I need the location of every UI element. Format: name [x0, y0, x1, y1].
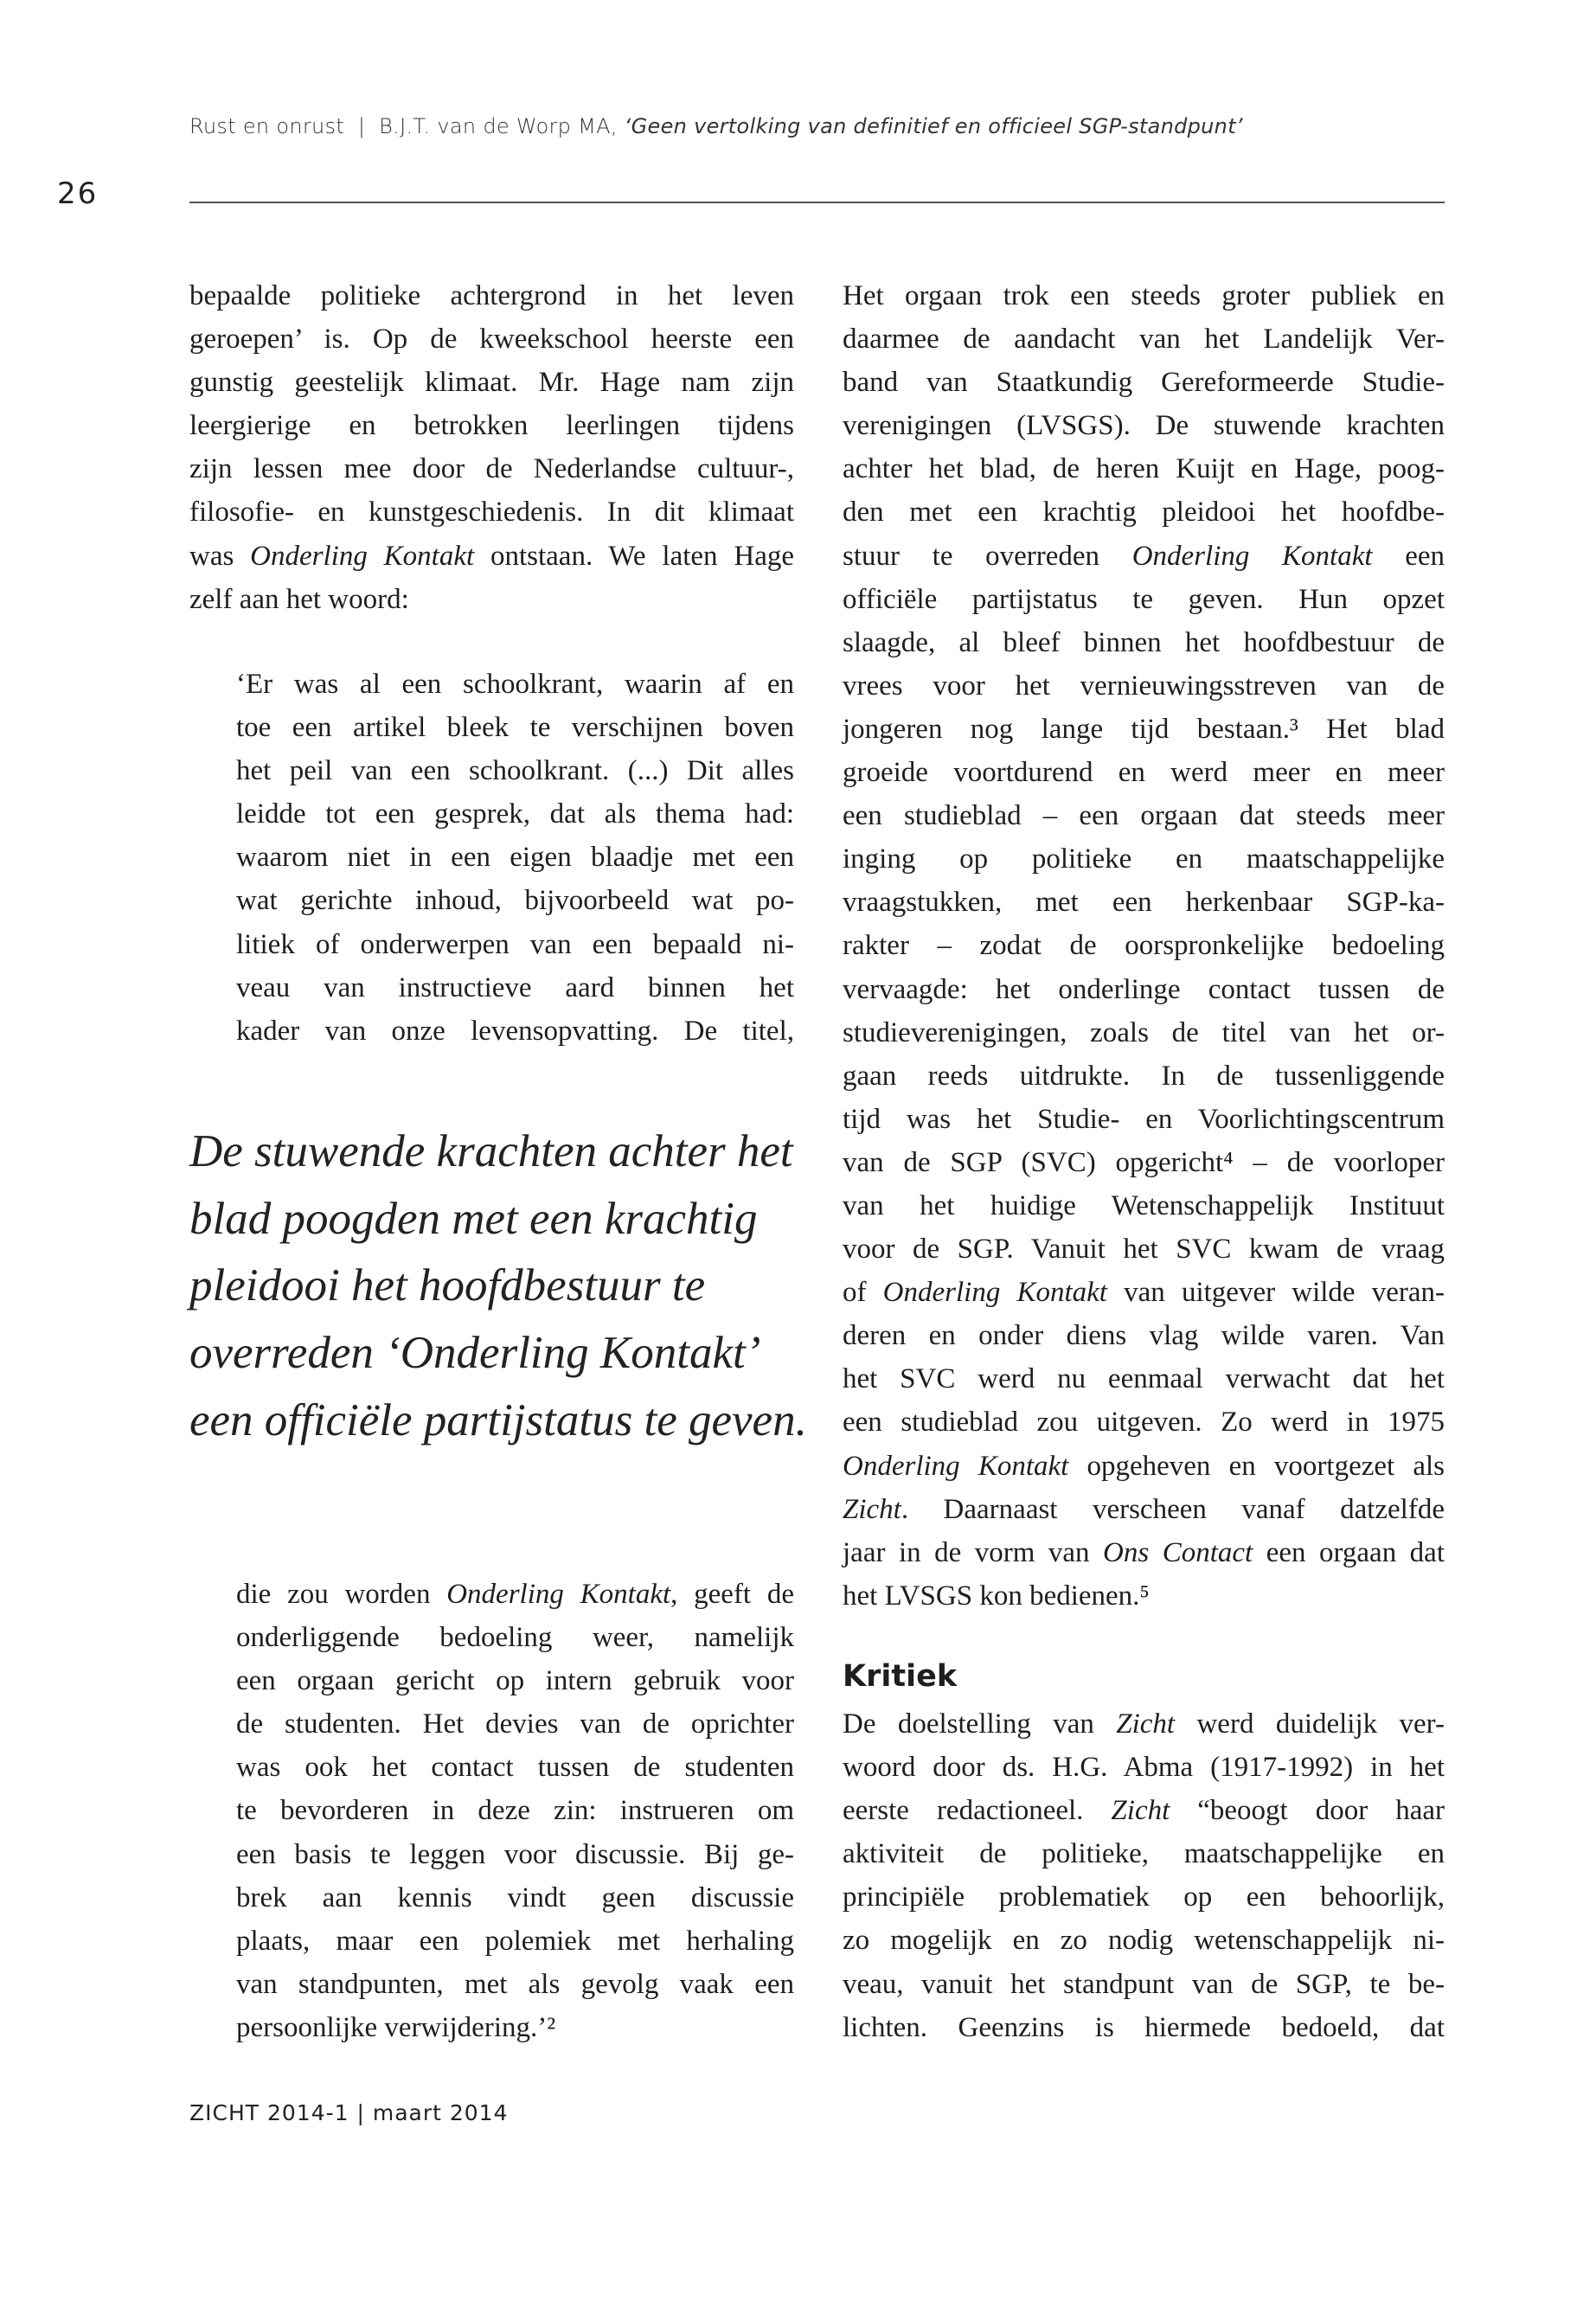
text-run: studieverenigingen, zoals de titel van het or- [843, 1016, 1445, 1048]
text-line [843, 1963, 1445, 2006]
text-run: De doelstelling van [843, 1708, 1117, 1740]
text-line [236, 1659, 794, 1702]
text-run: rakter – zodat de oorspronkelijke bedoeling [843, 930, 1445, 962]
italic-title: Onderling Kontakt [446, 1579, 671, 1610]
italic-title: Onderling Kontakt [882, 1277, 1107, 1309]
text-run: daarmee de aandacht van het Landelijk Ver- [843, 324, 1445, 356]
text-run: deren en onder diens vlag wilde varen. Van [843, 1320, 1445, 1352]
text-run: ontstaan. We laten Hage [474, 540, 794, 572]
right-column-paragraph [843, 274, 1445, 1618]
text-line [843, 664, 1445, 708]
text-run: principiële problematiek op een behoorlijk, [843, 1881, 1445, 1913]
text-line [843, 274, 1445, 317]
text-line [843, 1832, 1445, 1875]
text-run: aktiviteit de politieke, maatschappelijke en [843, 1838, 1445, 1870]
text-line [843, 578, 1445, 621]
text-run: zijn lessen mee door de Nederlandse cultuur-, [189, 453, 794, 485]
text-line [189, 578, 794, 621]
pull-quote-line: een officiële partijstatus te geven. [189, 1394, 807, 1445]
text-line [843, 837, 1445, 881]
text-run: van standpunten, met als gevolg vaak een [236, 1968, 794, 2000]
block-quote-part-2 [236, 1573, 794, 2049]
text-line [843, 490, 1445, 534]
text-line [843, 794, 1445, 837]
block-quote-part-1 [236, 663, 794, 1053]
text-run: vraagstukken, met een herkenbaar SGP-ka- [843, 887, 1445, 919]
text-run: opgeheven en voortgezet als [1068, 1450, 1445, 1482]
text-run: het SVC werd nu eenmaal verwacht dat het [843, 1363, 1445, 1395]
text-line [843, 1141, 1445, 1184]
pull-quote-line: pleidooi het hoofdbestuur te [189, 1260, 706, 1311]
text-line [843, 1184, 1445, 1227]
text-run: officiële partijstatus te geven. Hun opzet [843, 583, 1445, 615]
text-run: Het orgaan trok een steeds groter publiek en [843, 280, 1445, 311]
text-line [189, 404, 794, 447]
text-line [236, 1746, 794, 1789]
text-line [189, 535, 794, 578]
text-run: band van Staatkundig Gereformeerde Studie- [843, 367, 1445, 399]
text-run: te bevorderen in deze zin: instrueren om [236, 1795, 794, 1827]
text-run: toe een artikel bleek te verschijnen boven [236, 712, 794, 744]
text-line [189, 317, 794, 361]
text-run: van het huidige Wetenschappelijk Instituut [843, 1189, 1445, 1221]
text-line [189, 447, 794, 490]
text-line [236, 1963, 794, 2006]
text-line [236, 1702, 794, 1746]
text-line [189, 361, 794, 404]
pull-quote-line: De stuwende krachten achter het [189, 1126, 793, 1176]
text-run: persoonlijke verwijdering.’² [236, 2011, 556, 2043]
text-line [843, 708, 1445, 751]
text-run: een orgaan dat [1253, 1536, 1445, 1568]
text-line [236, 663, 794, 706]
text-run: leergierige en betrokken leerlingen tijdens [189, 410, 794, 442]
text-run: filosofie- en kunstgeschiedenis. In dit klimaat [189, 497, 794, 529]
italic-title: Onderling Kontakt [1131, 540, 1373, 572]
text-run: veau, vanuit het standpunt van de SGP, te be- [843, 1968, 1445, 2000]
text-run: onderliggende bedoeling weer, namelijk [236, 1622, 794, 1654]
text-run: kader van onze levensopvatting. De titel, [236, 1015, 794, 1047]
text-line [843, 1746, 1445, 1789]
text-run: was ook het contact tussen de studenten [236, 1752, 794, 1784]
text-run: den met een krachtig pleidooi het hoofdbe- [843, 497, 1445, 529]
text-run: groeide voortdurend en werd meer en meer [843, 757, 1445, 789]
text-run: het peil van een schoolkrant. (...) Dit alles [236, 755, 794, 787]
text-run: jaar in de vorm van [843, 1536, 1104, 1568]
text-run: litiek of onderwerpen van een bepaald ni- [236, 928, 794, 960]
text-line [236, 1009, 794, 1053]
text-line [236, 2006, 794, 2049]
running-head [189, 114, 1243, 138]
text-line [236, 1789, 794, 1832]
text-line [189, 274, 794, 317]
text-run: zelf aan het woord: [189, 583, 409, 615]
text-line [843, 1531, 1445, 1574]
running-head-title: ‘Geen vertolking van definitief en officieel SGP-standpunt’ [624, 114, 1243, 138]
text-run: vervaagde: het onderlinge contact tussen de [843, 973, 1445, 1005]
text-line [236, 749, 794, 792]
text-line [236, 1573, 794, 1616]
text-run: veau van instructieve aard binnen het [236, 971, 794, 1003]
pull-quote-line: blad poogden met een krachtig [189, 1193, 758, 1244]
text-line [843, 968, 1445, 1011]
text-line [843, 1098, 1445, 1141]
pull-quote-line: overreden ‘Onderling Kontakt’ [189, 1328, 761, 1379]
text-line [843, 447, 1445, 490]
text-run: een basis te leggen voor discussie. Bij ge- [236, 1838, 794, 1870]
text-run: een orgaan gericht op intern gebruik voor [236, 1665, 794, 1697]
text-run: een studieblad – een orgaan dat steeds meer [843, 800, 1445, 832]
running-head-author: Rust en onrust | B.J.T. van de Worp MA, [189, 114, 625, 138]
italic-title: Onderling Kontakt [250, 540, 475, 572]
text-line [236, 1616, 794, 1659]
text-run: brek aan kennis vindt geen discussie [236, 1881, 794, 1913]
text-line [236, 923, 794, 966]
header-rule [189, 202, 1445, 203]
text-run: van de SGP (SVC) opgericht⁴ – de voorloper [843, 1146, 1445, 1178]
text-line [236, 792, 794, 836]
text-line [843, 1271, 1445, 1314]
left-intro-paragraph [189, 274, 794, 621]
text-run: . Daarnaast verscheen vanaf datzelfde [901, 1493, 1445, 1525]
text-line [843, 881, 1445, 924]
text-line [236, 1833, 794, 1876]
text-run: geroepen’ is. Op de kweekschool heerste een [189, 324, 794, 356]
text-run: de studenten. Het devies van de oprichter [236, 1708, 794, 1740]
text-line [843, 1314, 1445, 1357]
text-run: vrees voor het vernieuwingsstreven van de [843, 670, 1445, 702]
text-line [236, 836, 794, 879]
text-run: “beoogt door haar [1170, 1795, 1445, 1827]
text-run: jongeren nog lange tijd bestaan.³ Het blad [843, 713, 1445, 745]
text-line [236, 706, 794, 749]
pull-quote [189, 1118, 812, 1455]
text-run: zo mogelijk en zo nodig wetenschappelijk ni- [843, 1925, 1445, 1957]
text-line [236, 1920, 794, 1963]
text-run: een studieblad zou uitgeven. Zo werd in 1975 [843, 1407, 1445, 1439]
kritiek-paragraph [843, 1702, 1445, 2049]
text-line [843, 1011, 1445, 1054]
text-line [236, 879, 794, 922]
text-line [236, 966, 794, 1009]
text-run: gaan reeds uitdrukte. In de tussenliggende [843, 1060, 1445, 1092]
text-run: achter het blad, de heren Kuijt en Hage, poog- [843, 453, 1445, 485]
text-line [843, 1574, 1445, 1618]
text-line [843, 404, 1445, 447]
text-run: slaagde, al bleef binnen het hoofdbestuur de [843, 626, 1445, 658]
text-line [843, 1400, 1445, 1444]
italic-title: Zicht [843, 1493, 901, 1525]
text-run: waarom niet in een eigen blaadje met een [236, 842, 794, 874]
text-run: een [1372, 540, 1445, 572]
text-run: verenigingen (LVSGS). De stuwende krachten [843, 410, 1445, 442]
text-run: , geeft de [670, 1579, 795, 1610]
text-run: voor de SGP. Vanuit het SVC kwam de vraag [843, 1234, 1445, 1266]
text-line [843, 1919, 1445, 1962]
italic-title: Zicht [1116, 1708, 1176, 1740]
text-line [843, 535, 1445, 578]
text-line [843, 2006, 1445, 2049]
text-run: wat gerichte inhoud, bijvoorbeeld wat po- [236, 885, 794, 917]
text-run: het LVSGS kon bedienen.⁵ [843, 1580, 1150, 1612]
text-line [843, 1227, 1445, 1271]
text-run: eerste redactioneel. [843, 1795, 1112, 1827]
text-run: werd duidelijk ver- [1175, 1708, 1445, 1740]
text-run: ‘Er was al een schoolkrant, waarin af en [236, 669, 794, 700]
text-line [843, 1789, 1445, 1832]
text-line [843, 361, 1445, 404]
text-run: of [843, 1277, 883, 1309]
italic-title: Onderling Kontakt [843, 1450, 1069, 1482]
text-run: leidde tot een gesprek, dat als thema had: [236, 798, 794, 830]
italic-title: Ons Contact [1103, 1536, 1253, 1568]
text-run: inging op politieke en maatschappelijke [843, 843, 1445, 875]
page-footer: ZICHT 2014-1 | maart 2014 [189, 2100, 509, 2125]
text-run: tijd was het Studie- en Voorlichtingscentrum [843, 1103, 1445, 1135]
text-line [843, 1875, 1445, 1919]
text-run: plaats, maar een polemiek met herhaling [236, 1925, 794, 1957]
text-run: stuur te overreden [843, 540, 1132, 572]
text-run: was [189, 540, 251, 572]
text-line [843, 1357, 1445, 1400]
text-line [843, 924, 1445, 967]
page-number: 26 [57, 176, 99, 211]
text-line [843, 1445, 1445, 1488]
text-run: die zou worden [236, 1579, 447, 1610]
text-run: gunstig geestelijk klimaat. Mr. Hage nam zijn [189, 367, 794, 399]
text-line [843, 1054, 1445, 1098]
text-line [843, 1702, 1445, 1746]
text-run: bepaalde politieke achtergrond in het leven [189, 280, 794, 311]
text-line [843, 317, 1445, 361]
text-line [236, 1876, 794, 1920]
text-line [843, 751, 1445, 794]
section-heading-kritiek: Kritiek [843, 1659, 958, 1694]
text-line [843, 1488, 1445, 1531]
italic-title: Zicht [1111, 1795, 1170, 1827]
text-line [843, 621, 1445, 664]
text-run: lichten. Geenzins is hiermede bedoeld, dat [843, 2011, 1445, 2043]
text-line [189, 490, 794, 534]
text-run: woord door ds. H.G. Abma (1917-1992) in het [843, 1752, 1445, 1784]
text-run: van uitgever wilde veran- [1106, 1277, 1445, 1309]
